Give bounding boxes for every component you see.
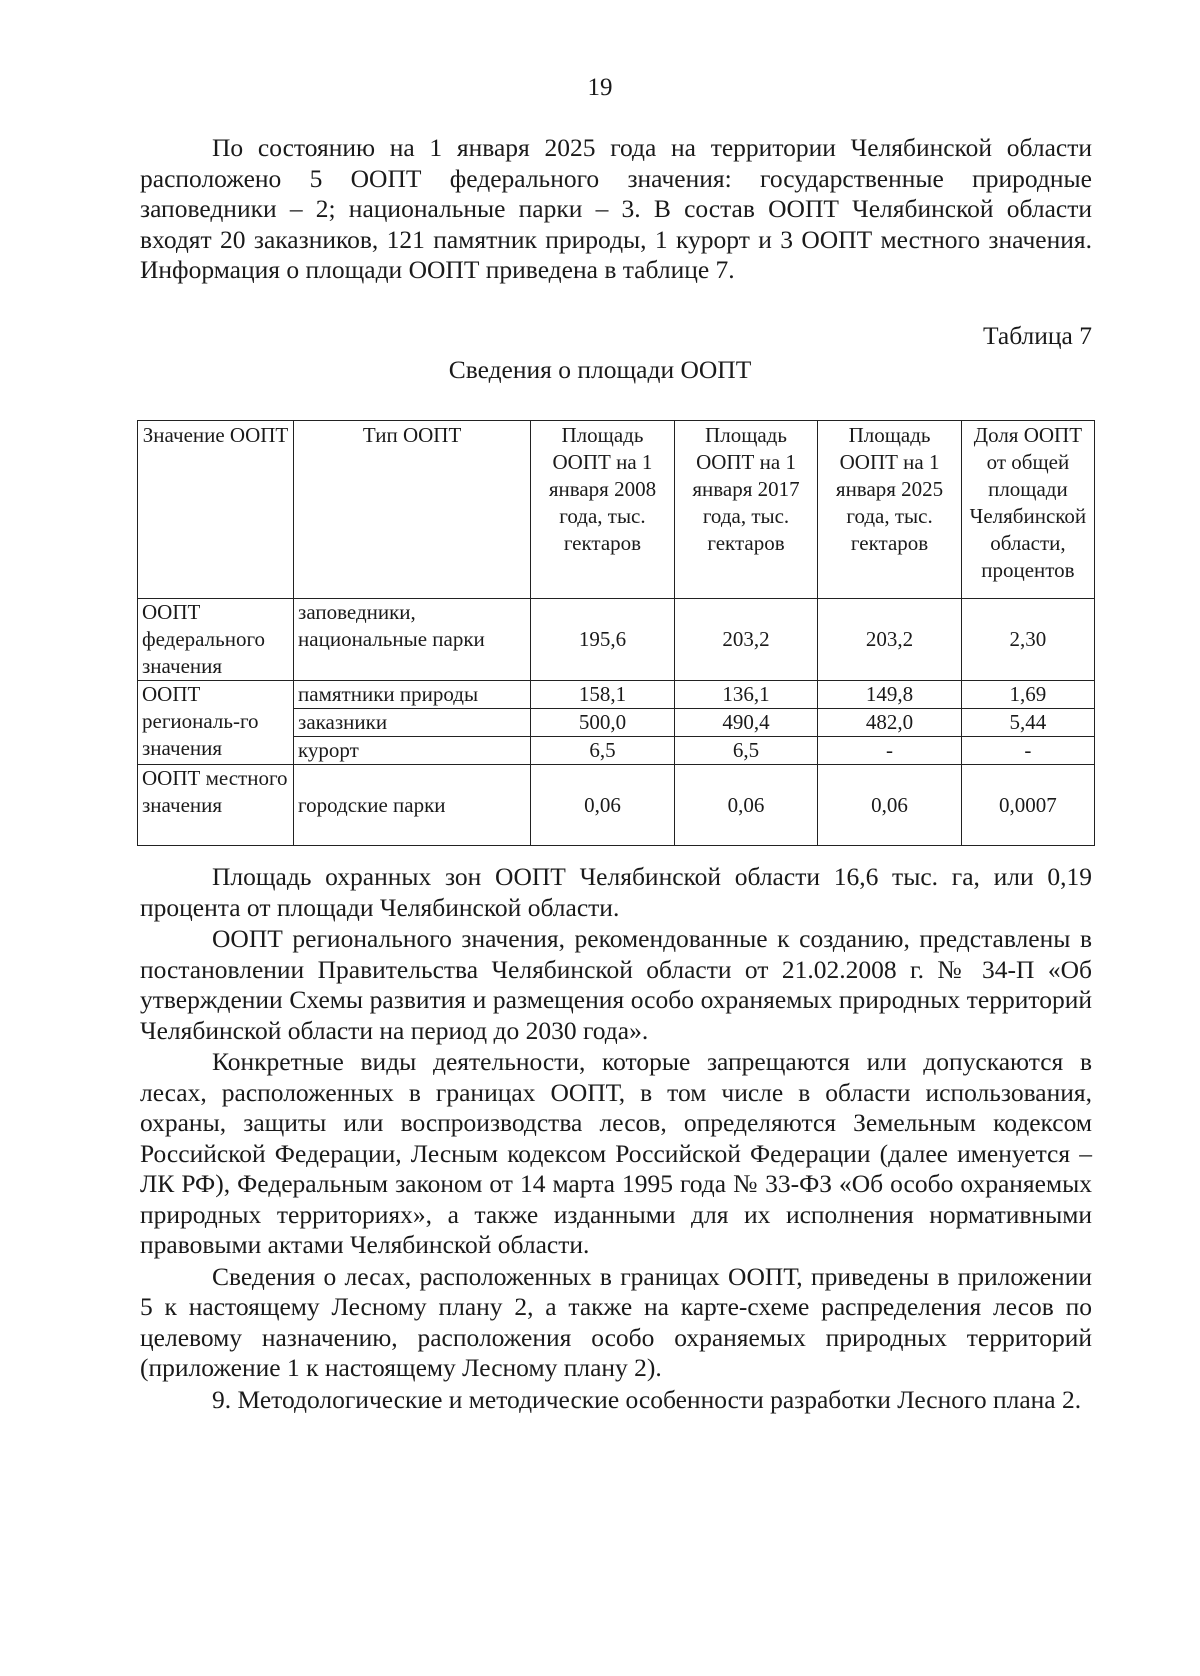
paragraph-section-9: 9. Методологические и методические особенности разработки Лесного плана 2. (212, 1384, 1082, 1414)
header-significance: Значение ООПТ (138, 421, 294, 599)
value-2017: 0,06 (674, 765, 818, 846)
value-2008: 0,06 (531, 765, 675, 846)
table-header-row (138, 421, 1095, 599)
value-share: - (961, 737, 1094, 765)
table-row (138, 599, 1095, 681)
table-label: Таблица 7 (982, 321, 1092, 350)
page-number: 19 (587, 74, 613, 101)
type-cell: курорт (294, 737, 531, 765)
table-row (138, 681, 1095, 709)
type-cell: заповедники, национальные парки (294, 599, 531, 681)
header-area-2008: Площадь ООПТ на 1 января 2008 года, тыс. гектаров (531, 421, 675, 599)
value-share: 2,30 (961, 599, 1094, 681)
oopt-area-table (137, 420, 1095, 846)
value-share: 1,69 (961, 681, 1094, 709)
value-2025: 0,06 (818, 765, 962, 846)
value-2017: 6,5 (674, 737, 818, 765)
intro-text (140, 133, 1092, 286)
value-2025: - (818, 737, 962, 765)
intro-paragraph: По состоянию на 1 января 2025 года на территории Челябинской области расположено 5 ООПТ федерального значения: государственные природные заповедники – 2; национальные парки – 3. В состав ООПТ Челябинской области входят 20 заказников, 121 памятник природы, 1 курорт и 3 ООПТ местного значения. Информация о площади ООПТ приведена в таблице 7. (140, 133, 1092, 284)
type-cell: памятники природы (294, 681, 531, 709)
value-2025: 203,2 (818, 599, 962, 681)
value-share: 0,0007 (961, 765, 1094, 846)
value-2017: 136,1 (674, 681, 818, 709)
table-row (138, 765, 1095, 846)
value-2008: 500,0 (531, 709, 675, 737)
value-2025: 482,0 (818, 709, 962, 737)
body-text (140, 862, 1092, 1416)
value-2017: 203,2 (674, 599, 818, 681)
value-share: 5,44 (961, 709, 1094, 737)
value-2008: 6,5 (531, 737, 675, 765)
group-federal: ООПТ федерального значения (138, 599, 294, 681)
value-2025: 149,8 (818, 681, 962, 709)
header-share: Доля ООПТ от общей площади Челябинской области, процентов (961, 421, 1094, 599)
paragraph-activities: Конкретные виды деятельности, которые запрещаются или допускаются в лесах, расположенных в границах ООПТ, в том числе в области использования, охраны, защиты или воспроизводства лесов, определяются Земельным кодексом Российской Федерации, Лесным кодексом Российской Федерации (далее именуется – ЛК РФ), Федеральным законом от 14 марта 1995 года № 33-ФЗ «Об особо охраняемых природных территориях», а также изданными для их исполнения нормативными правовыми актами Челябинской области. (140, 1047, 1092, 1259)
header-type: Тип ООПТ (294, 421, 531, 599)
group-local: ООПТ местного значения (138, 765, 294, 846)
paragraph-regional-oopt: ООПТ регионального значения, рекомендованные к созданию, представлены в постановлении Правительства Челябинской области от 21.02.2008 г. № 34-П «Об утверждении Схемы развития и размещения особо охраняемых природных территорий Челябинской области на период до 2030 года». (140, 924, 1092, 1045)
type-cell: заказники (294, 709, 531, 737)
value-2008: 158,1 (531, 681, 675, 709)
type-cell: городские парки (294, 765, 531, 846)
group-regional: ООПТ региональ-го значения (138, 681, 294, 765)
header-area-2025: Площадь ООПТ на 1 января 2025 года, тыс. гектаров (818, 421, 962, 599)
value-2008: 195,6 (531, 599, 675, 681)
table-caption: Сведения о площади ООПТ (448, 355, 752, 384)
value-2017: 490,4 (674, 709, 818, 737)
paragraph-forest-info: Сведения о лесах, расположенных в границах ООПТ, приведены в приложении 5 к настоящему Лесному плану 2, а также на карте-схеме распределения лесов по целевому назначению, расположения особо охраняемых природных территорий (приложение 1 к настоящему Лесному плану 2). (140, 1261, 1092, 1382)
header-area-2017: Площадь ООПТ на 1 января 2017 года, тыс. гектаров (674, 421, 818, 599)
paragraph-protected-zones: Площадь охранных зон ООПТ Челябинской области 16,6 тыс. га, или 0,19 процента от площади Челябинской области. (140, 862, 1092, 922)
